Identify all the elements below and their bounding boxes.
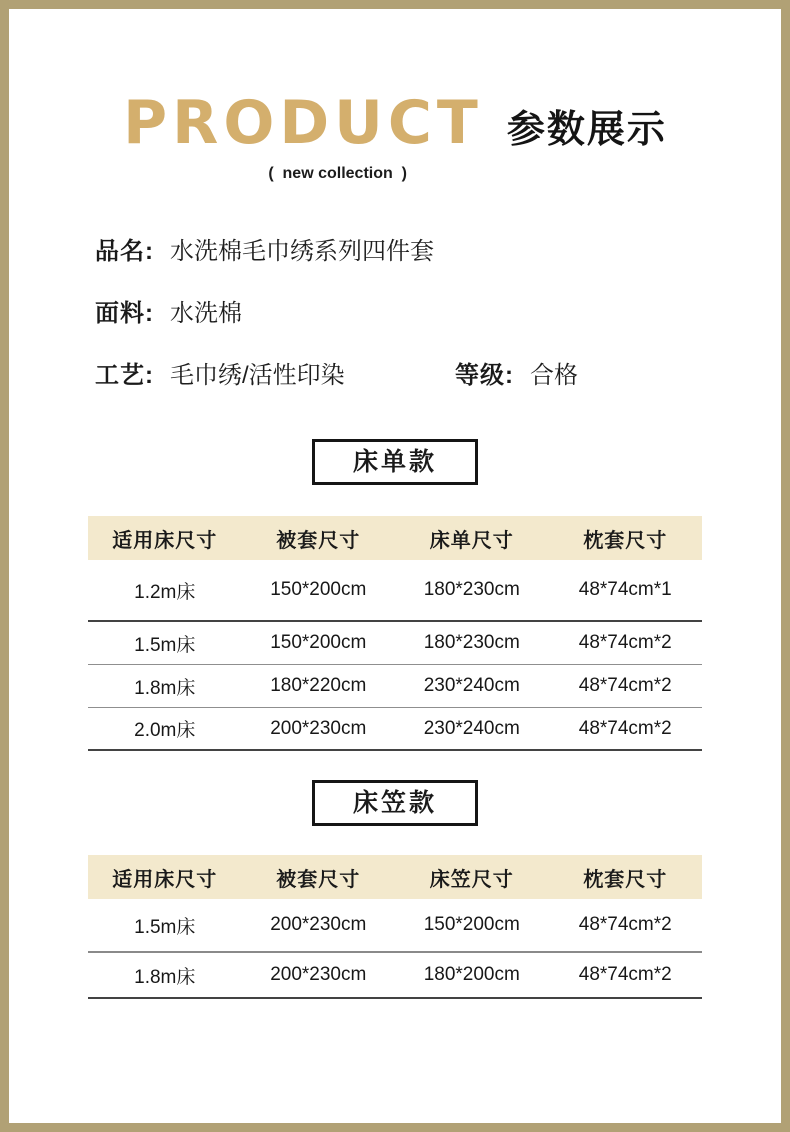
spec-grade-label: 等级: [455, 362, 514, 389]
table-cell: 200*230cm [270, 964, 367, 985]
spec-name-label: 品名: [95, 238, 154, 265]
page-header [123, 88, 667, 185]
table-cell: 1.8m床 [134, 677, 196, 699]
column-header: 被套尺寸 [276, 868, 361, 891]
column-header: 床单尺寸 [429, 529, 514, 552]
table-cell: 200*230cm [270, 914, 367, 935]
header-title-row [123, 88, 667, 158]
table-cell: 1.2m床 [134, 581, 196, 603]
column-header: 被套尺寸 [276, 529, 361, 552]
spec-grade-value: 合格 [530, 362, 578, 389]
title-english: PRODUCT [123, 88, 483, 158]
spec-line-fabric [95, 299, 781, 329]
table-cell: 150*200cm [423, 914, 520, 935]
spec-line-name [95, 237, 781, 267]
table-row [88, 622, 702, 665]
title-chinese: 参数展示 [506, 109, 667, 151]
spec-fabric-value: 水洗棉 [170, 300, 242, 327]
spec-line-craft [95, 361, 781, 391]
table-cell: 48*74cm*2 [578, 717, 672, 739]
table-cell: 230*240cm [423, 675, 520, 696]
table-cell: 230*240cm [423, 717, 520, 739]
table-cell: 48*74cm*2 [578, 632, 672, 653]
table-cell: 180*230cm [423, 632, 520, 653]
section-title-sheet: 床单款 [312, 439, 478, 485]
fitted-size-table [88, 855, 702, 999]
section-title-fitted: 床笠款 [312, 780, 478, 826]
table-cell: 48*74cm*1 [578, 579, 672, 600]
table-cell: 48*74cm*2 [578, 964, 672, 985]
table-cell: 1.5m床 [134, 634, 196, 656]
spec-name-value: 水洗棉毛巾绣系列四件套 [170, 238, 434, 265]
sheet-size-table [88, 516, 702, 751]
table-cell: 48*74cm*2 [578, 914, 672, 935]
table-row [88, 899, 702, 953]
column-header: 枕套尺寸 [583, 868, 668, 891]
table-row [88, 665, 702, 708]
column-header: 枕套尺寸 [583, 529, 668, 552]
header-subtitle: ( new collection ) [268, 165, 407, 182]
spec-craft-value: 毛巾绣/活性印染 [170, 362, 345, 389]
table-cell: 2.0m床 [134, 720, 196, 741]
spec-grade-pair [455, 361, 578, 391]
column-header: 适用床尺寸 [112, 529, 218, 552]
sheet-table-header-row [88, 516, 702, 560]
table-row [88, 953, 702, 999]
table-cell: 1.8m床 [134, 966, 196, 988]
table-row [88, 560, 702, 622]
table-cell: 180*200cm [423, 964, 520, 985]
fitted-table-header-row [88, 855, 702, 899]
table-cell: 200*230cm [270, 717, 367, 739]
table-cell: 48*74cm*2 [578, 675, 672, 696]
table-cell: 1.5m床 [134, 916, 196, 938]
spec-craft-label: 工艺: [95, 362, 154, 389]
table-cell: 150*200cm [270, 632, 367, 653]
table-cell: 150*200cm [270, 579, 367, 600]
table-cell: 180*230cm [423, 579, 520, 600]
column-header: 适用床尺寸 [112, 868, 218, 891]
table-cell: 180*220cm [270, 675, 367, 696]
spec-list [95, 237, 781, 391]
table-row [88, 708, 702, 751]
column-header: 床笠尺寸 [429, 868, 514, 891]
spec-fabric-label: 面料: [95, 300, 154, 327]
